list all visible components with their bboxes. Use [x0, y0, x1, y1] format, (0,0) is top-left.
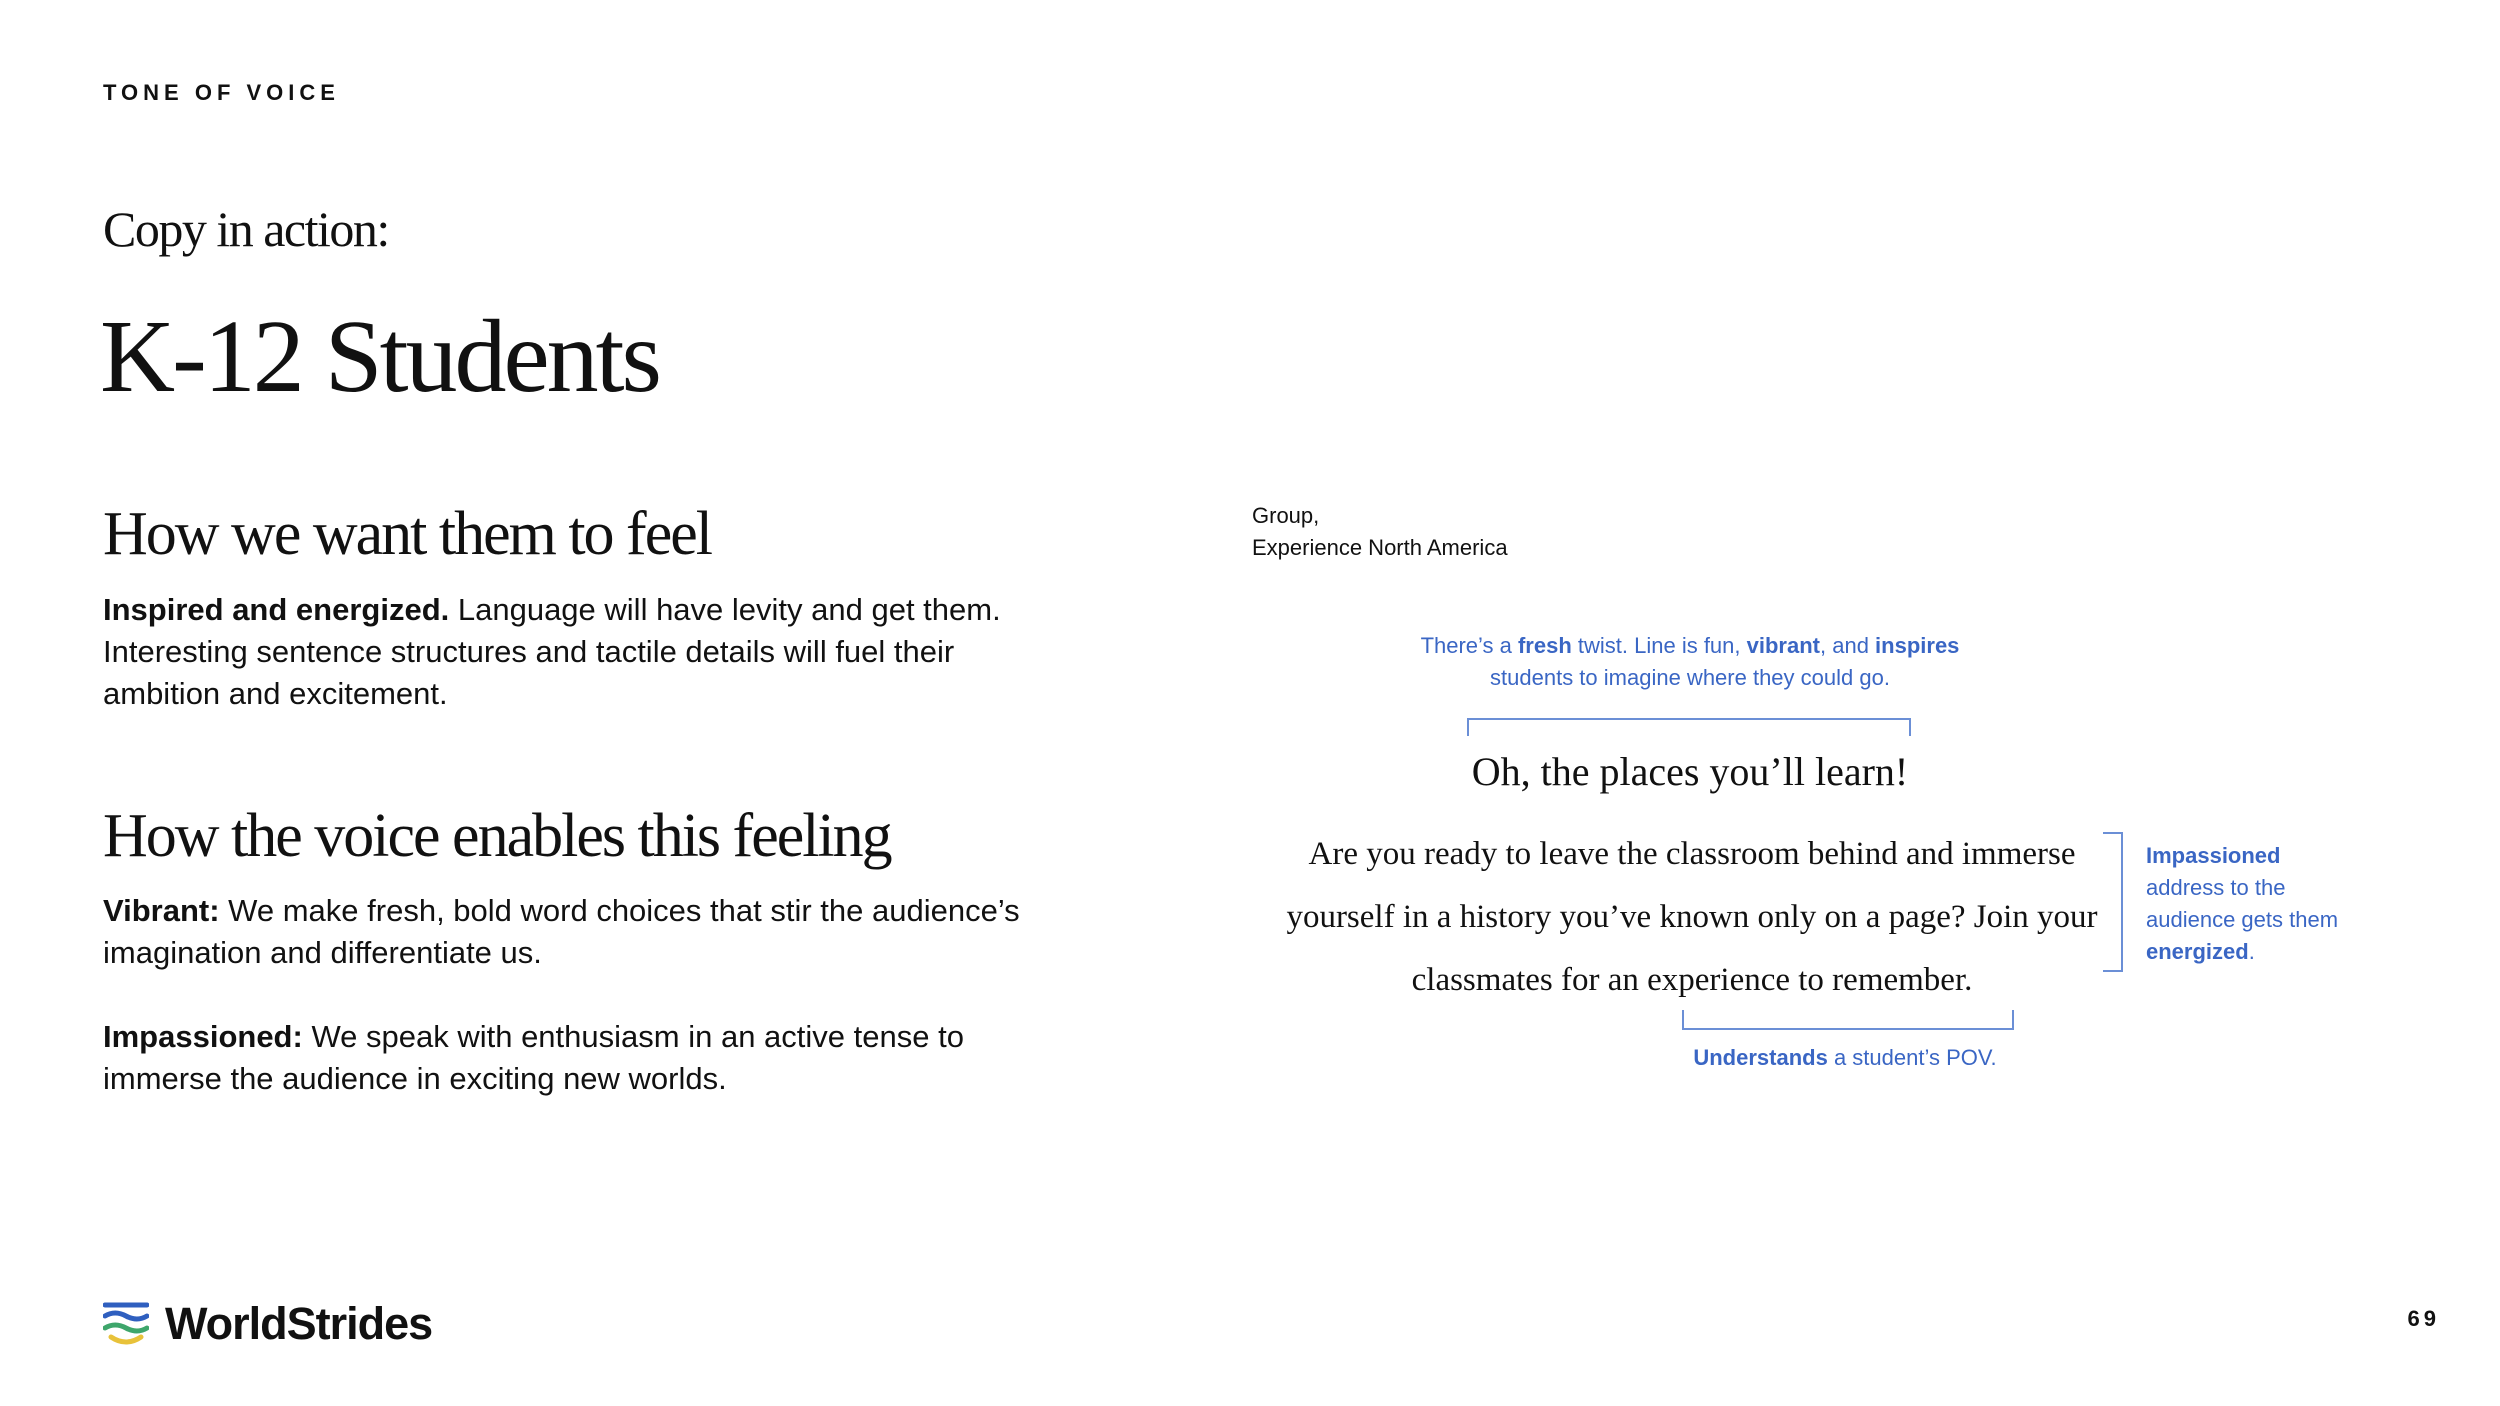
bracket-right — [2103, 832, 2123, 972]
annotation-bottom — [1660, 1042, 2030, 1074]
annotation-keyword: energized — [2146, 939, 2249, 964]
example-headline: Oh, the places you’ll learn! — [1471, 749, 1909, 794]
voice-item-impassioned — [103, 1016, 1023, 1100]
annotation-text: , and — [1820, 633, 1876, 658]
bracket-bottom — [1682, 1010, 2014, 1030]
page-title: K-12 Students — [100, 299, 659, 414]
page-number: 69 — [2407, 1306, 2440, 1331]
voice-item-text: We speak with enthusiasm in an active tense to immerse the audience in exciting new worlds. — [103, 1019, 964, 1096]
annotation-text: There’s a — [1420, 633, 1518, 658]
example-attribution — [1252, 500, 1508, 564]
voice-item-lead: Vibrant: — [103, 893, 220, 928]
annotation-keyword: fresh — [1517, 633, 1572, 658]
voice-item-lead: Impassioned: — [103, 1019, 303, 1054]
annotation-keyword: inspires — [1875, 633, 1960, 658]
attribution-line: Experience North America — [1252, 535, 1508, 560]
section-label: TONE OF VOICE — [103, 80, 340, 105]
feel-lead: Inspired and energized. — [103, 592, 450, 627]
eyebrow-heading: Copy in action: — [103, 201, 389, 257]
annotation-keyword: Understands — [1693, 1045, 1828, 1070]
annotation-text: students to imagine where they could go. — [1490, 665, 1890, 690]
logo-text: WorldStrides — [165, 1298, 433, 1349]
voice-heading: How the voice enables this feeling — [103, 802, 891, 870]
voice-item-text: We make fresh, bold word choices that stir the audience’s imagination and differentiate us. — [103, 893, 1020, 970]
example-body: Are you ready to leave the classroom behind and immerse yourself in a history you’ve known only on a page? Join your classmates for an experience to remember. — [1286, 836, 2098, 998]
worldstrides-logo — [103, 1298, 432, 1350]
feel-paragraph — [103, 589, 1023, 715]
annotation-right — [2146, 840, 2346, 968]
annotation-text: . — [2248, 939, 2255, 964]
annotation-text: a student’s POV. — [1827, 1045, 1997, 1070]
annotation-text: address to the audience gets them — [2146, 875, 2339, 932]
bracket-top — [1467, 718, 1911, 736]
annotation-keyword: vibrant — [1746, 633, 1820, 658]
annotation-keyword: Impassioned — [2146, 843, 2281, 868]
annotation-text: twist. Line is fun, — [1571, 633, 1747, 658]
feel-heading: How we want them to feel — [103, 500, 711, 568]
voice-item-vibrant — [103, 890, 1023, 974]
feel-text: Language will have levity and get them. Interesting sentence structures and tactile details will fuel their ambition and excitement. — [103, 592, 1001, 711]
annotation-top — [1380, 630, 2000, 694]
logo-mark-icon — [103, 1299, 149, 1349]
attribution-line: Group, — [1252, 503, 1320, 528]
